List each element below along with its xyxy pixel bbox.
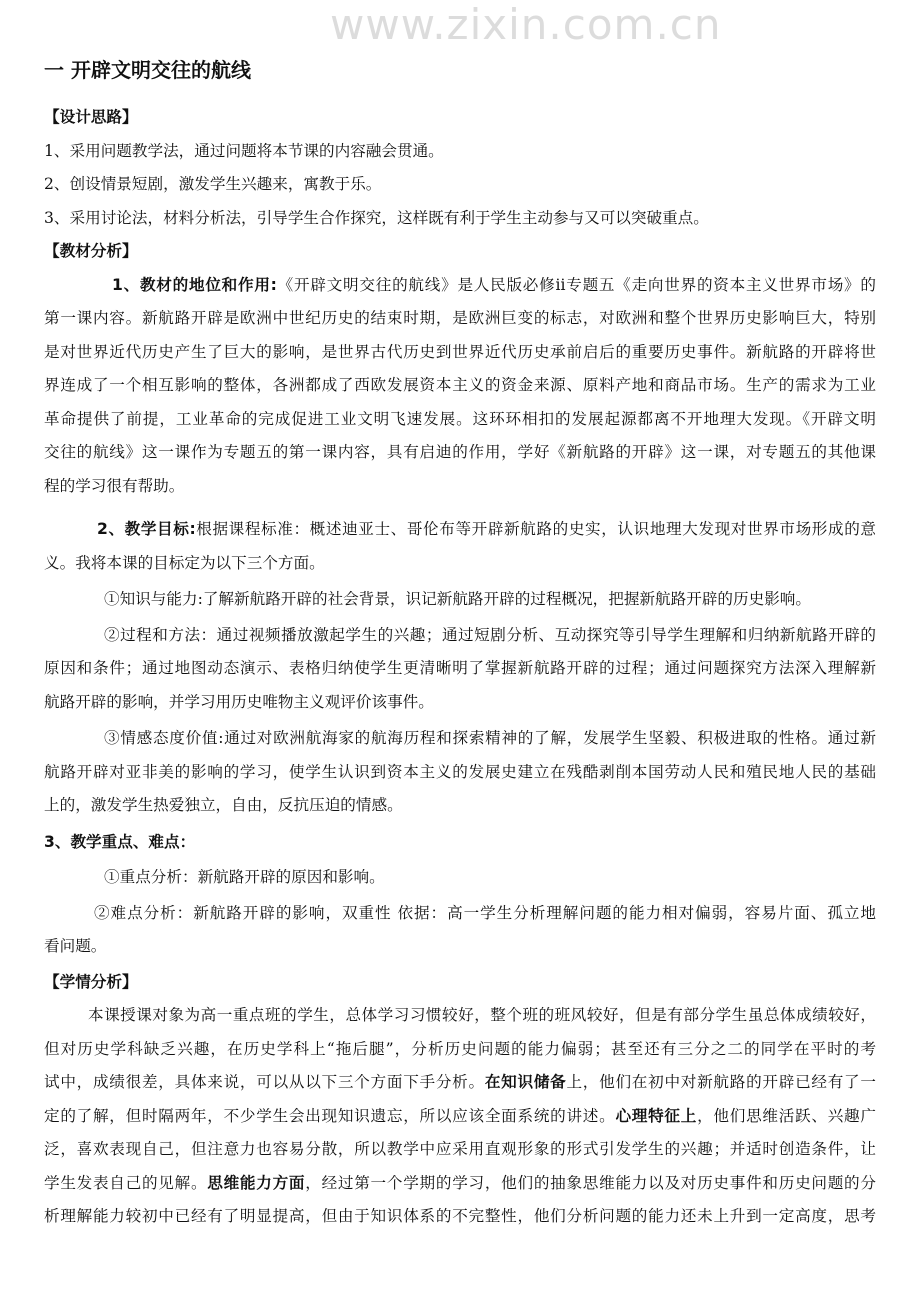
- text: 上，他们在初中对新航路的开辟已经有了一: [566, 1073, 876, 1091]
- design-item: 3、采用讨论法，材料分析法，引导学生合作探究，这样既有利于学生主动参与又可以突破重点。: [44, 208, 709, 227]
- paragraph-line: 析理解能力较初中已经有了明显提高，但由于知识体系的不完整性，他们分析问题的能力还未上升到一定高度，思考: [44, 1207, 876, 1225]
- paragraph-line: 交往的航线》这一课作为专题五的第一课内容，具有启迪的作用，学好《新航路的开辟》这一课，对专题五的其他课: [44, 443, 876, 461]
- goal-emotion: ③情感态度价值:通过对欧洲航海家的航海历程和探索精神的了解，发展学生坚毅、积极进取的性格。通过新: [104, 729, 876, 747]
- text: 学生发表自己的见解。: [44, 1173, 208, 1192]
- paragraph-line: 义。我将本课的目标定为以下三个方面。: [44, 553, 325, 572]
- paragraph-line: 看问题。: [44, 937, 107, 955]
- text: ，经过第一个学期的学习，他们的抽象思维能力以及对历史事件和历史问题的分: [305, 1173, 876, 1192]
- paragraph-line: [44, 1167, 876, 1201]
- bold-text: 在知识储备: [484, 1073, 567, 1091]
- section-heading-students: 【学情分析】: [44, 972, 138, 991]
- paragraph-line: [44, 513, 876, 547]
- key-point: ①重点分析：新航路开辟的原因和影响。: [104, 868, 385, 886]
- role-lead: 1、教材的地位和作用:: [112, 275, 277, 294]
- text: 定的了解，但时隔两年，不少学生会出现知识遗忘，所以应该全面系统的讲述。: [44, 1106, 616, 1125]
- text: 试中，成绩很差，具体来说，可以从以下三个方面下手分析。: [44, 1073, 485, 1091]
- goal-knowledge: ①知识与能力:了解新航路开辟的社会背景，识记新航路开辟的过程概况，把握新航路开辟的历史影响。: [104, 590, 811, 608]
- paragraph-line: 航路开辟对亚非美的影响的学习，使学生认识到资本主义的发展史建立在残酷剥削本国劳动人民和殖民地人民的基础: [44, 762, 876, 781]
- key-heading: 3、教学重点、难点：: [44, 832, 196, 851]
- text: ，他们思维活跃、兴趣广: [697, 1106, 876, 1125]
- paragraph-line: 原因和条件；通过地图动态演示、表格归纳使学生更清晰明了掌握新航路开辟的过程；通过问题探究方法深入理解新: [44, 659, 876, 677]
- paragraph-line: 第一课内容。新航路开辟是欧洲中世纪历史的结束时期，是欧洲巨变的标志，对欧洲和整个世界历史影响巨大，特别: [44, 309, 876, 327]
- paragraph-line: [44, 1066, 876, 1100]
- section-heading-design: 【设计思路】: [44, 108, 138, 126]
- paragraph-line: 航路开辟的影响，并学习用历史唯物主义观评价该事件。: [44, 692, 434, 711]
- paragraph-line: 但对历史学科缺乏兴趣，在历史学科上“拖后腿”，分析历史问题的能力偏弱；甚至还有三分之二的同学在平时的考: [44, 1039, 876, 1058]
- bold-text: 思维能力方面: [207, 1173, 306, 1192]
- text: 《开辟文明交往的航线》是人民版必修ⅱ专题五《走向世界的资本主义世界市场》的: [276, 275, 876, 294]
- paragraph-line: 是对世界近代历史产生了巨大的影响，是世界古代历史到世界近代历史承前启后的重要历史事件。新航路的开辟将世: [44, 342, 876, 361]
- paragraph-line: [44, 269, 876, 303]
- paragraph-line: 泛，喜欢表现自己，但注意力也容易分散，所以教学中应采用直观形象的形式引发学生的兴趣；并适时创造条件，让: [44, 1140, 876, 1158]
- paragraph-line: 程的学习很有帮助。: [44, 476, 185, 495]
- paragraph-line: 本课授课对象为高一重点班的学生，总体学习习惯较好，整个班的班风较好，但是有部分学生虽总体成绩较好，: [88, 1006, 876, 1024]
- text: 根据课程标准：概述迪亚士、哥伦布等开辟新航路的史实，认识地理大发现对世界市场形成的意: [195, 520, 876, 538]
- watermark: www.zixin.com.cn: [330, 0, 722, 49]
- page-title: 一 开辟文明交往的航线: [44, 58, 251, 82]
- design-item: 2、创设情景短剧，激发学生兴趣来，寓教于乐。: [44, 175, 382, 193]
- bold-text: 心理特征上: [615, 1106, 698, 1125]
- paragraph-line: [44, 1100, 876, 1134]
- section-heading-material: 【教材分析】: [44, 242, 138, 260]
- paragraph-line: 界连成了一个相互影响的整体，各洲都成了西欧发展资本主义的资金来源、原料产地和商品市场。生产的需求为工业: [44, 376, 876, 394]
- document-page: [44, 53, 876, 1234]
- design-item: 1、采用问题教学法，通过问题将本节课的内容融会贯通。: [44, 141, 444, 160]
- paragraph-line: 革命提供了前提，工业革命的完成促进工业文明飞速发展。这环环相扣的发展起源都离不开地理大发现。《开辟文明: [44, 409, 876, 428]
- paragraph-line: 上的，激发学生热爱独立，自由，反抗压迫的情感。: [44, 796, 403, 814]
- goal-process: ②过程和方法：通过视频播放激起学生的兴趣；通过短剧分析、互动探究等引导学生理解和归纳新航路开辟的: [104, 625, 876, 644]
- difficult-point: ②难点分析：新航路开辟的影响，双重性 依据：高一学生分析理解问题的能力相对偏弱，容易片面、孤立地: [94, 903, 876, 922]
- goals-lead: 2、教学目标:: [97, 520, 196, 538]
